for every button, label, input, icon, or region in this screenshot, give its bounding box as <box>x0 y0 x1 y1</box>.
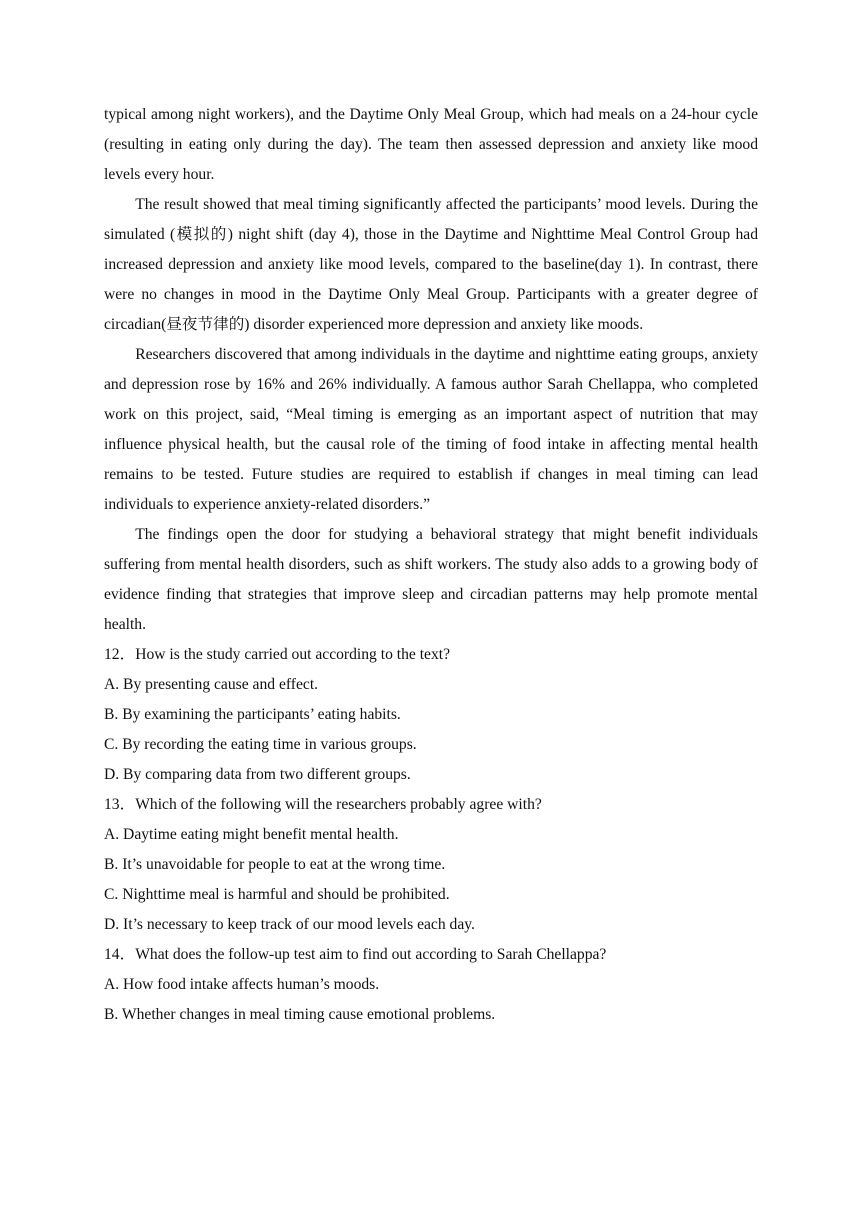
question-stem <box>104 640 758 670</box>
answer-option-d: D. By comparing data from two different groups. <box>104 766 411 783</box>
question-13 <box>104 790 758 940</box>
answer-option-c: C. By recording the eating time in various groups. <box>104 736 417 753</box>
passage-paragraph: typical among night workers), and the Daytime Only Meal Group, which had meals on a 24-hour cycle (resulting in eating only during the day). The team then assessed depression and anxiety like mood levels every hour. <box>104 106 758 183</box>
question-number: 12． <box>104 646 136 663</box>
question-text: How is the study carried out according to the text? <box>135 646 451 663</box>
answer-option-b: B. By examining the participants’ eating habits. <box>104 706 401 723</box>
answer-option-b: B. It’s unavoidable for people to eat at the wrong time. <box>104 856 446 873</box>
question-stem <box>104 790 758 820</box>
question-14 <box>104 940 758 1030</box>
question-number: 14． <box>104 946 136 963</box>
answer-option-a: A. By presenting cause and effect. <box>104 676 319 693</box>
answer-option-a: A. Daytime eating might benefit mental health. <box>104 826 399 843</box>
passage-paragraph: Researchers discovered that among individuals in the daytime and nighttime eating groups, anxiety and depression rose by 16% and 26% individually. A famous author Sarah Chellappa, who completed work on this project, said, “Meal timing is emerging as an important aspect of nutrition that may influence physical health, but the causal role of the timing of food intake in affecting mental health remains to be tested. Future studies are required to establish if changes in meal timing can lead individuals to experience anxiety-related disorders.” <box>104 346 758 513</box>
question-stem <box>104 940 758 970</box>
passage-paragraph: The result showed that meal timing significantly affected the participants’ mood levels. During the simulated (模拟的) night shift (day 4), those in the Daytime and Nighttime Meal Control Group had increased depression and anxiety like mood levels, compared to the baseline(day 1). In contrast, there were no changes in mood in the Daytime Only Meal Group. Participants with a greater degree of circadian(昼夜节律的) disorder experienced more depression and anxiety like moods. <box>104 196 758 333</box>
answer-option-d: D. It’s necessary to keep track of our mood levels each day. <box>104 916 475 933</box>
answer-option-b: B. Whether changes in meal timing cause emotional problems. <box>104 1006 496 1023</box>
question-number: 13． <box>104 796 136 813</box>
answer-option-c: C. Nighttime meal is harmful and should be prohibited. <box>104 886 450 903</box>
question-12 <box>104 640 758 790</box>
document-page <box>104 100 758 1030</box>
answer-option-a: A. How food intake affects human’s moods. <box>104 976 380 993</box>
passage-paragraph: The findings open the door for studying a behavioral strategy that might benefit individuals suffering from mental health disorders, such as shift workers. The study also adds to a growing body of evidence finding that strategies that improve sleep and circadian patterns may help promote mental health. <box>104 526 758 633</box>
question-text: Which of the following will the researchers probably agree with? <box>135 796 542 813</box>
question-text: What does the follow-up test aim to find out according to Sarah Chellappa? <box>135 946 607 963</box>
